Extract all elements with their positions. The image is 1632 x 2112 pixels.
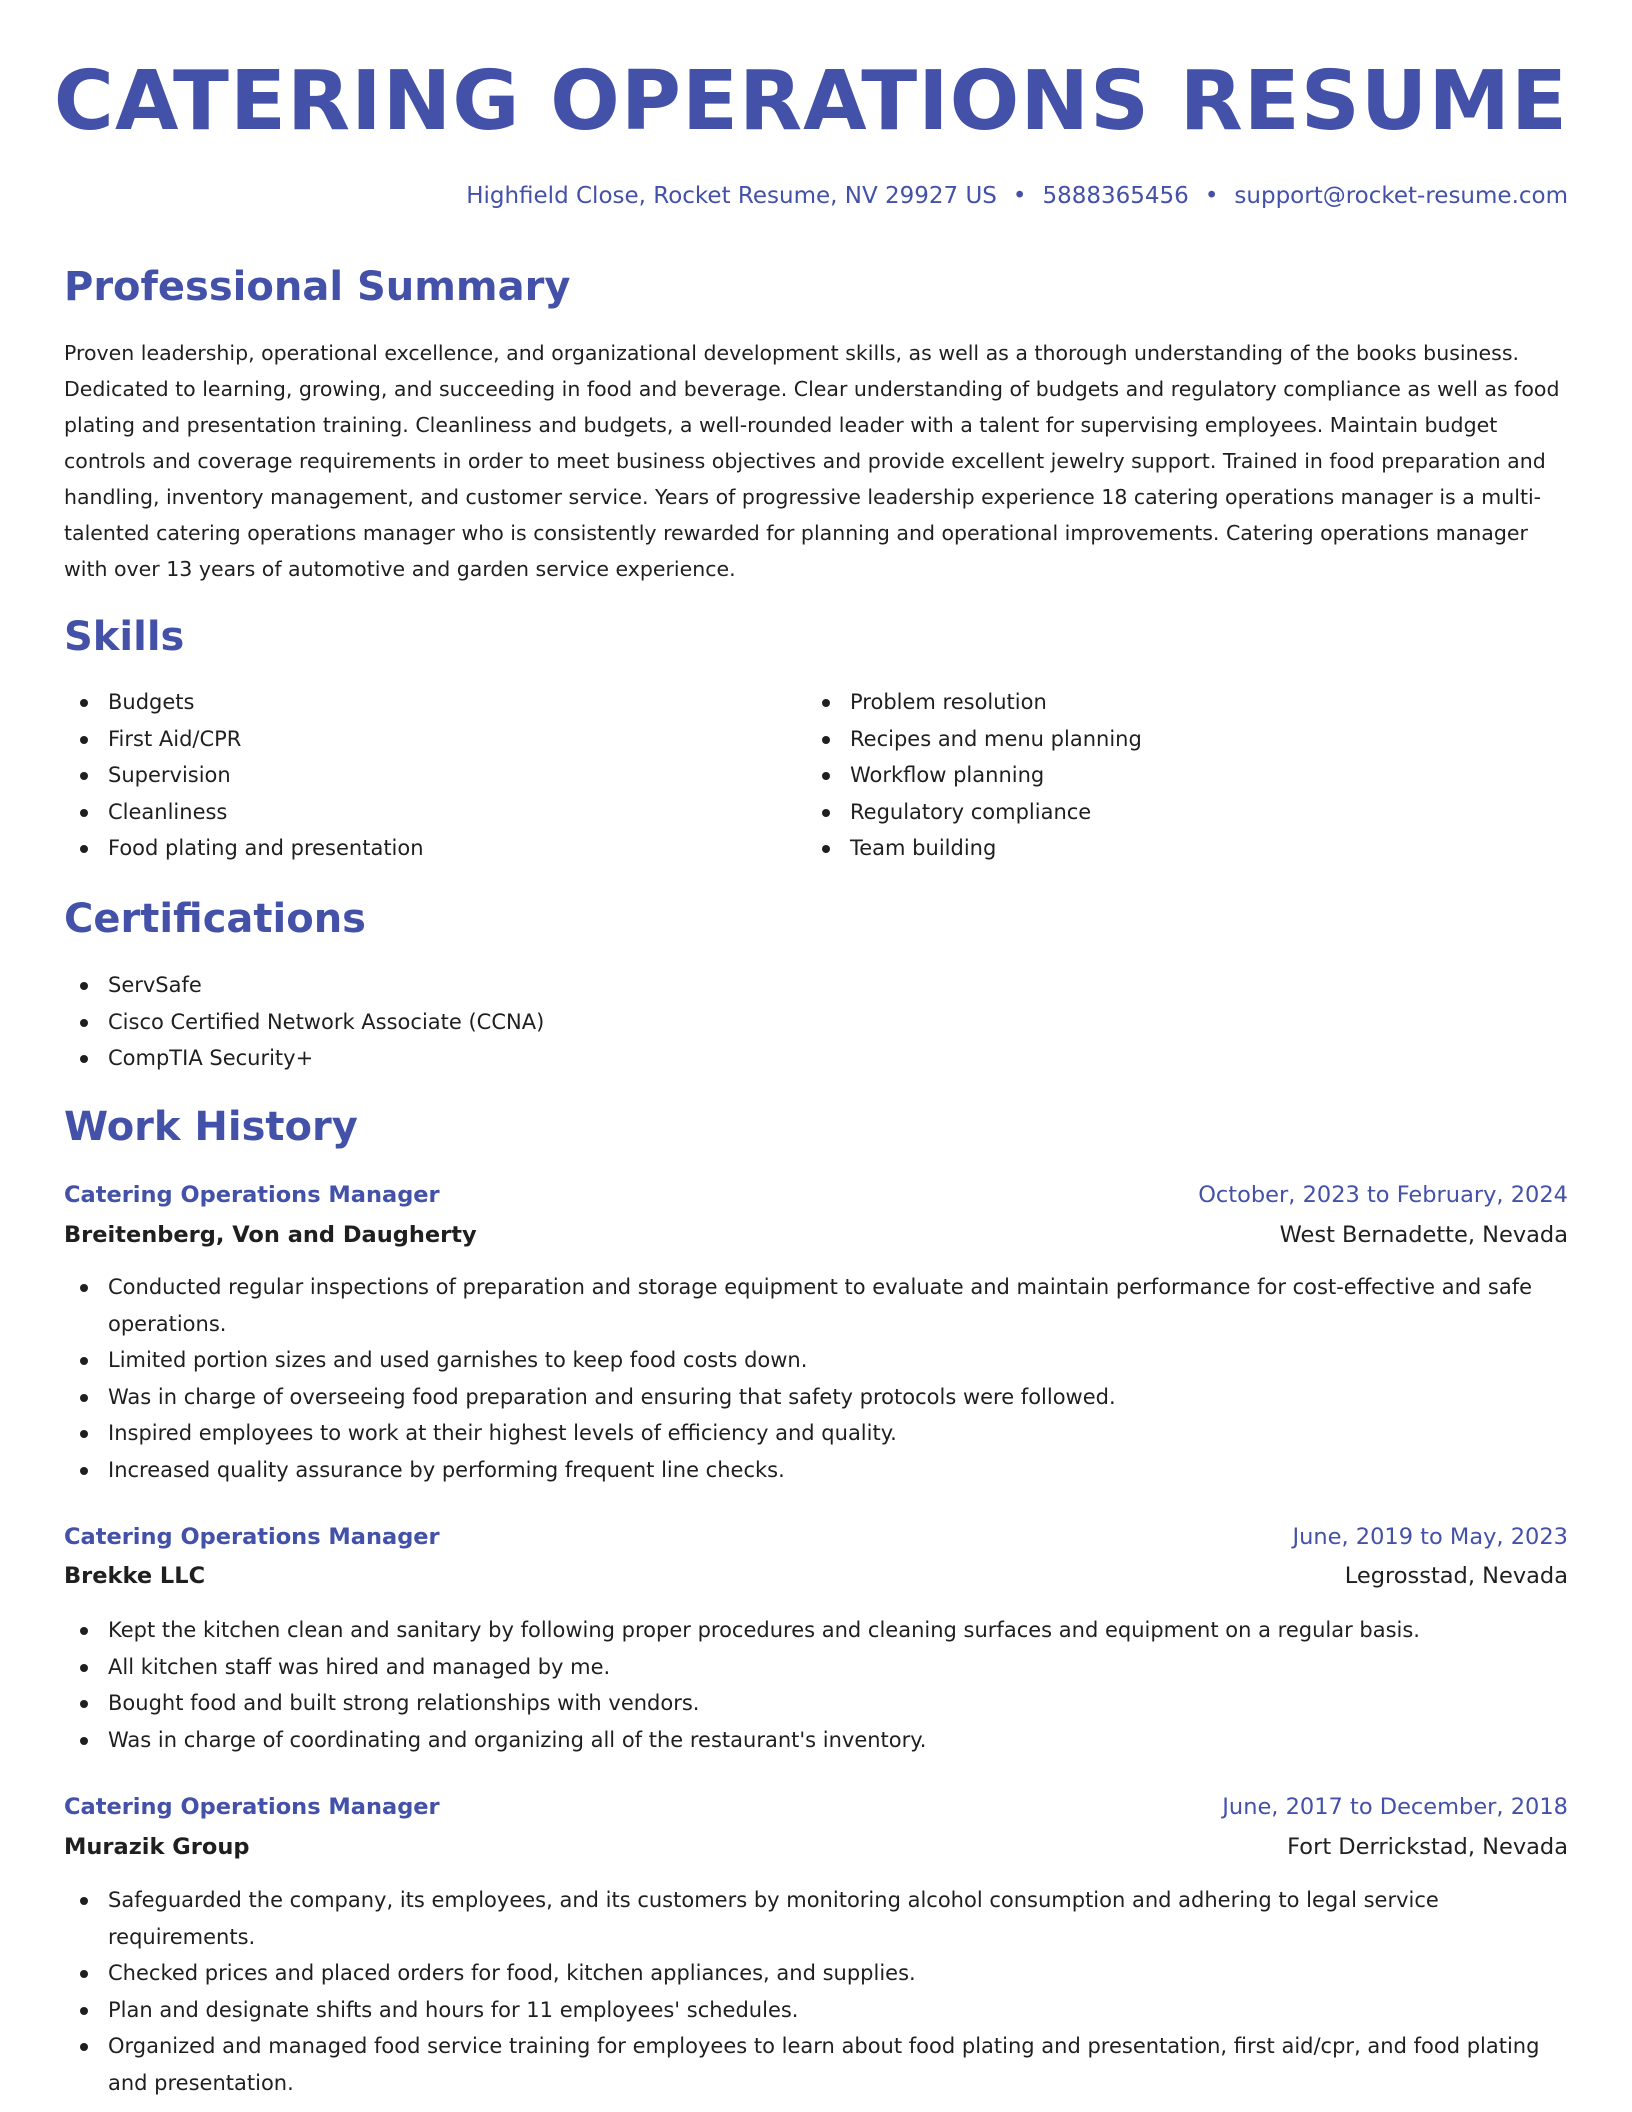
job-location: Legrosstad, Nevada xyxy=(1344,1563,1568,1589)
job-company: Breitenberg, Von and Daugherty xyxy=(64,1222,477,1248)
job-title: Catering Operations Manager xyxy=(64,1182,440,1208)
certifications-heading: Certifications xyxy=(64,896,366,942)
skill-item: First Aid/CPR xyxy=(64,721,804,758)
skills-list-right xyxy=(806,684,1546,867)
job-company: Murazik Group xyxy=(64,1834,250,1860)
job-bullets xyxy=(64,1269,1568,1488)
job-bullet: Kept the kitchen clean and sanitary by following proper procedures and cleaning surfaces and equipment on a regular basis. xyxy=(64,1612,1568,1649)
job-title-row xyxy=(64,1789,1568,1825)
contact-address: Highfield Close, Rocket Resume, NV 29927 US xyxy=(466,183,997,209)
job-location: West Bernadette, Nevada xyxy=(1279,1222,1568,1248)
job-dates: October, 2023 to February, 2024 xyxy=(1198,1182,1568,1208)
skill-item: Problem resolution xyxy=(806,684,1546,721)
skill-item: Regulatory compliance xyxy=(806,794,1546,831)
job-title: Catering Operations Manager xyxy=(64,1794,440,1820)
job-bullets xyxy=(64,1612,1568,1758)
summary-text: Proven leadership, operational excellence, and organizational development skills, as well as a thorough understanding of the books business. Dedicated to learning, growing, and succeeding in food and beverage. Clear understanding of budgets and regulatory compliance as well as food plating and presentation training. Cleanliness and budgets, a well-rounded leader with a talent for supervising employees. Maintain budget controls and coverage requirements in order to meet business objectives and provide excellent jewelry support. Trained in food preparation and handling, inventory management, and customer service. Years of progressive leadership experience 18 catering operations manager is a multi-talented catering operations manager who is consistently rewarded for planning and operational improvements. Catering operations manager with over 13 years of automotive and garden service experience. xyxy=(64,341,1560,581)
job-title-row xyxy=(64,1177,1568,1213)
job-bullet: Inspired employees to work at their highest levels of efficiency and quality. xyxy=(64,1415,1568,1452)
job-dates: June, 2019 to May, 2023 xyxy=(1292,1524,1568,1550)
job-bullet: Was in charge of coordinating and organizing all of the restaurant's inventory. xyxy=(64,1722,1568,1759)
job-title-row xyxy=(64,1519,1568,1555)
job-title: Catering Operations Manager xyxy=(64,1524,440,1550)
skill-item: Cleanliness xyxy=(64,794,804,831)
job-bullet: Was in charge of overseeing food preparation and ensuring that safety protocols were followed. xyxy=(64,1379,1568,1416)
contact-separator: • xyxy=(1012,183,1027,209)
job-bullets xyxy=(64,1882,1568,2101)
job-dates: June, 2017 to December, 2018 xyxy=(1222,1794,1568,1820)
certification-item: ServSafe xyxy=(64,967,1568,1004)
job-bullet: Limited portion sizes and used garnishes to keep food costs down. xyxy=(64,1342,1568,1379)
skills-list-left xyxy=(64,684,804,867)
certification-item: Cisco Certified Network Associate (CCNA) xyxy=(64,1004,1568,1041)
certification-item: CompTIA Security+ xyxy=(64,1040,1568,1077)
job-bullet: Increased quality assurance by performing frequent line checks. xyxy=(64,1452,1568,1489)
certifications-list xyxy=(64,967,1568,1077)
job-company-row xyxy=(64,1558,1568,1594)
summary-heading: Professional Summary xyxy=(64,264,571,310)
contact-email: support@rocket-resume.com xyxy=(1234,183,1568,209)
contact-separator: • xyxy=(1204,183,1219,209)
job-bullet: Organized and managed food service training for employees to learn about food plating and presentation, first aid/cpr, and food plating and presentation. xyxy=(64,2028,1568,2101)
skill-item: Team building xyxy=(806,830,1546,867)
job-location: Fort Derrickstad, Nevada xyxy=(1287,1834,1568,1860)
job-company: Brekke LLC xyxy=(64,1563,206,1589)
contact-phone: 5888365456 xyxy=(1042,183,1189,209)
skill-item: Workflow planning xyxy=(806,757,1546,794)
job-bullet: Plan and designate shifts and hours for 11 employees' schedules. xyxy=(64,1992,1568,2029)
skill-item: Food plating and presentation xyxy=(64,830,804,867)
job-bullet: All kitchen staff was hired and managed by me. xyxy=(64,1649,1568,1686)
job-company-row xyxy=(64,1217,1568,1253)
job-bullet: Conducted regular inspections of preparation and storage equipment to evaluate and maintain performance for cost-effective and safe operations. xyxy=(64,1269,1568,1342)
job-bullet: Safeguarded the company, its employees, and its customers by monitoring alcohol consumption and adhering to legal service requirements. xyxy=(64,1882,1568,1955)
resume-title: CATERING OPERATIONS RESUME xyxy=(53,54,1568,149)
work-history-heading: Work History xyxy=(64,1104,358,1150)
skills-heading: Skills xyxy=(64,614,185,660)
contact-line xyxy=(466,180,1568,212)
job-bullet: Bought food and built strong relationships with vendors. xyxy=(64,1685,1568,1722)
skill-item: Supervision xyxy=(64,757,804,794)
skill-item: Recipes and menu planning xyxy=(806,721,1546,758)
job-bullet: Checked prices and placed orders for food, kitchen appliances, and supplies. xyxy=(64,1955,1568,1992)
skill-item: Budgets xyxy=(64,684,804,721)
job-company-row xyxy=(64,1829,1568,1865)
